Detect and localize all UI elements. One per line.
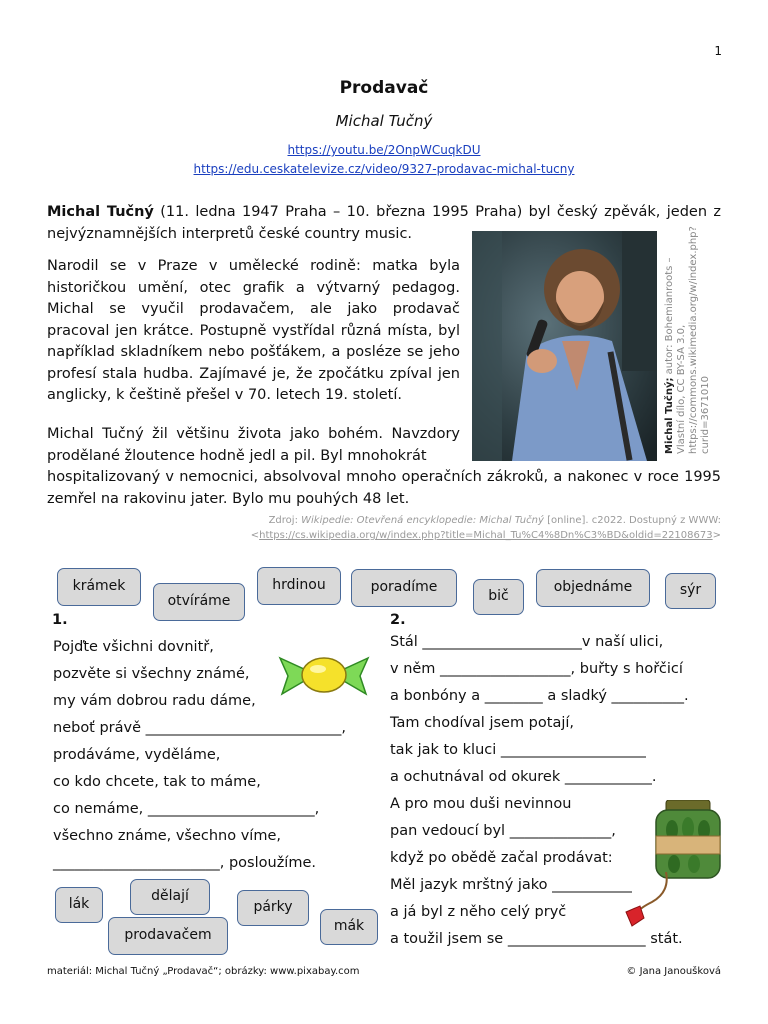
verse-number: 2. <box>390 612 406 628</box>
word-card[interactable]: sýr <box>665 573 716 609</box>
verse-line: když po obědě začal prodávat: <box>390 850 613 866</box>
verse-line: A pro mou duši nevinnou <box>390 796 572 812</box>
author-name: Michal Tučný <box>335 112 433 130</box>
bio-paragraph-2: Narodil se v Praze v umělecké rodině: matka byla historičkou umění, otec grafik a výtvarný pedagog. Michal se vyučil prodavačem, ale jako prodavač pracoval jen krátce. Postupně vystřídal různá místa, byl například skladníkem nebo pošťákem, a posléze se jeho profesí stala hudba. Zajímavé je, že zpočátku zpíval jen anglicky, k češtině přešel v 70. letech 19. století. <box>47 258 460 403</box>
word-card[interactable]: bič <box>473 579 524 615</box>
candy-icon <box>278 652 370 702</box>
verse-line: Měl jazyk mrštný jako ___________ <box>390 877 632 893</box>
verse-number: 1. <box>52 612 68 628</box>
verse-line: prodáváme, vyděláme, <box>53 747 221 763</box>
word-card[interactable]: lák <box>55 887 103 923</box>
word-card[interactable]: párky <box>237 890 309 926</box>
source-citation: Zdroj: Wikipedie: Otevřená encyklopedie: Michal Tučný [online]. c2022. Dostupný z WWW: <https://cs.wikipedia.org/w/index.php?title=Michal_Tu%C4%8Dn%C3%BD&oldid=22108673> <box>250 515 721 541</box>
ceskatelevize-link[interactable]: https://edu.ceskatelevize.cz/video/9327-prodavac-michal-tucny <box>193 162 575 176</box>
whip-icon <box>622 872 678 932</box>
bio-paragraph-3b: hospitalizovaný v nemocnici, absolvoval mnoho operačních zákroků, a nakonec v roce 1995 zemřel na rakovinu jater. Bylo mu pouhých 48 let. <box>47 469 721 507</box>
verse-line: všechno známe, všechno víme, <box>53 828 281 844</box>
verse-line: a toužil jsem se ___________________ stát. <box>390 931 683 947</box>
verse-line: my vám dobrou radu dáme, <box>53 693 256 709</box>
verse-line: Pojďte všichni dovnitř, <box>53 639 214 655</box>
word-card[interactable]: hrdinou <box>257 567 341 605</box>
verse-line: Tam chodíval jsem potají, <box>390 715 574 731</box>
word-card[interactable]: mák <box>320 909 378 945</box>
verse-line: co nemáme, _______________________, <box>53 801 320 817</box>
word-card[interactable]: krámek <box>57 568 141 606</box>
word-card[interactable]: objednáme <box>536 569 650 607</box>
footer-credits: materiál: Michal Tučný „Prodavač“; obrázky: www.pixabay.com <box>47 966 360 977</box>
youtube-link[interactable]: https://youtu.be/2OnpWCuqkDU <box>287 143 481 157</box>
bio-paragraph-3a: Michal Tučný žil většinu života jako bohém. Navzdory prodělané žloutence hodně jedl a pil. Byl mnohokrát <box>47 426 460 464</box>
word-card[interactable]: prodavačem <box>108 917 228 955</box>
verse-line: pozvěte si všechny známé, <box>53 666 250 682</box>
word-card[interactable]: poradíme <box>351 569 457 607</box>
bio-name: Michal Tučný <box>47 204 154 220</box>
word-card[interactable]: otvíráme <box>153 583 245 621</box>
verse-line: v něm __________________, buřty s hořčicí <box>390 661 683 677</box>
bio-paragraph-1: Michal Tučný (11. ledna 1947 Praha – 10. března 1995 Praha) byl český zpěvák, jeden z nejvýznamnějších interpretů české country music. <box>47 204 721 242</box>
verse-line: co kdo chcete, tak to máme, <box>53 774 261 790</box>
verse-line: Stál ______________________v naší ulici, <box>390 634 664 650</box>
verse-line: a ochutnával od okurek ____________. <box>390 769 657 785</box>
source-link[interactable]: https://cs.wikipedia.org/w/index.php?title=Michal_Tu%C4%8Dn%C3%BD&oldid=22108673 <box>259 530 713 541</box>
page-title: Prodavač <box>339 78 429 98</box>
verse-line: pan vedoucí byl ______________, <box>390 823 616 839</box>
verse-line: tak jak to kluci ____________________ <box>390 742 646 758</box>
verse-line: a já byl z něho celý pryč <box>390 904 567 920</box>
verse-line: _______________________, posloužíme. <box>53 855 316 871</box>
verse-line: a bonbóny a ________ a sladký __________. <box>390 688 689 704</box>
footer-copyright: © Jana Janoušková <box>626 966 721 977</box>
page-number: 1 <box>714 44 722 58</box>
photo-caption: Michal Tučný; autor: Bohemianroots – Vlastní dílo, CC BY-SA 3.0, https://commons.wikimedia.org/w/index.php?curid=3671010 <box>664 226 711 454</box>
word-card[interactable]: dělají <box>130 879 210 915</box>
verse-line: neboť právě ___________________________, <box>53 720 347 736</box>
singer-photo <box>472 231 657 461</box>
